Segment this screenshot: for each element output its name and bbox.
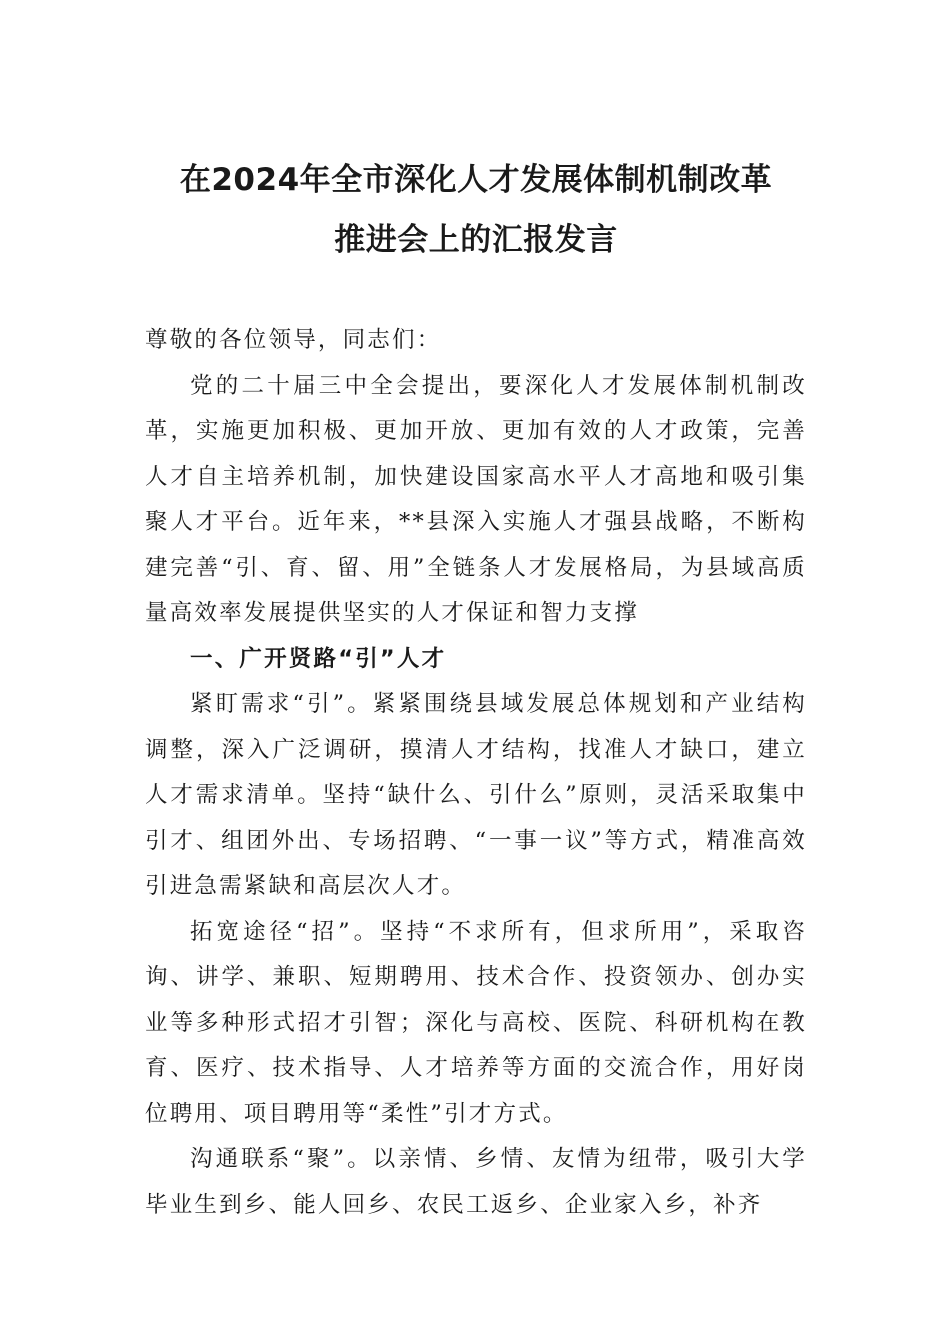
- title-line-2: 推进会上的汇报发言: [334, 222, 618, 258]
- document-page: [145, 150, 807, 1228]
- paragraph-demand: 紧盯需求“引”。紧紧围绕县域发展总体规划和产业结构调整，深入广泛调研，摸清人才结构，找准人才缺口，建立人才需求清单。坚持“缺什么、引什么”原则，灵活采取集中引才、组团外出、专场招聘、“一事一议”等方式，精准高效引进急需紧缺和高层次人才。: [145, 691, 807, 899]
- paragraph-recruit: 拓宽途径“招”。坚持“不求所有，但求所用”，采取咨询、讲学、兼职、短期聘用、技术合作、投资领办、创办实业等多种形式招才引智；深化与高校、医院、科研机构在教育、医疗、技术指导、人才培养等方面的交流合作，用好岗位聘用、项目聘用等“柔性”引才方式。: [145, 918, 807, 1127]
- section-heading-1: 一、广开贤路“引”人才: [190, 645, 447, 672]
- paragraph-gather: 沟通联系“聚”。以亲情、乡情、友情为纽带，吸引大学毕业生到乡、能人回乡、农民工返乡、企业家入乡，补齐: [145, 1146, 807, 1218]
- document-title: [145, 150, 807, 270]
- title-line-1: 在2024年全市深化人才发展体制机制改革: [179, 162, 773, 198]
- salutation: 尊敬的各位领导，同志们：: [145, 327, 442, 353]
- title-spacer: [145, 270, 807, 318]
- intro-paragraph: 党的二十届三中全会提出，要深化人才发展体制机制改革，实施更加积极、更加开放、更加有效的人才政策，完善人才自主培养机制，加快建设国家高水平人才高地和吸引集聚人才平台。近年来，**县深入实施人才强县战略，不断构建完善“引、育、留、用”全链条人才发展格局，为县域高质量高效率发展提供坚实的人才保证和智力支撑: [145, 372, 807, 626]
